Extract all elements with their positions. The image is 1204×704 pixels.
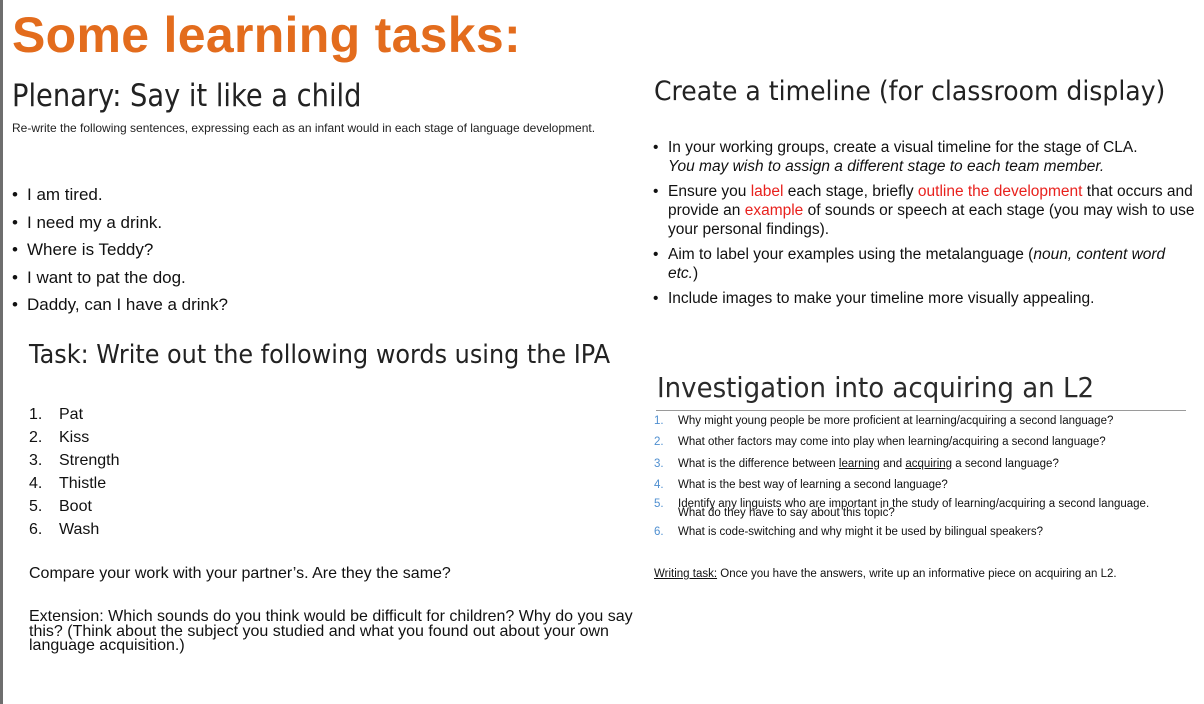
list-item xyxy=(654,479,1199,492)
list-item: • I need my a drink. xyxy=(12,209,228,237)
item-word: Strength xyxy=(59,452,120,469)
list-item xyxy=(653,245,1198,283)
question-part: What do they have to say about this topic? xyxy=(678,507,895,520)
plenary-instructions: Re-write the following sentences, expressing each as an infant would in each stage of language development. xyxy=(12,121,596,135)
question-text: Why might young people be more proficient at learning/acquiring a second language? xyxy=(678,415,1114,427)
item-number: 2. xyxy=(29,429,43,446)
item-number: 5. xyxy=(29,498,43,515)
extension-task: Extension: Which sounds do you think would be difficult for children? Why do you say this? (Think about the subject you studied and what you found out about your own language acquisition.) xyxy=(29,608,633,654)
question-text: What is the best way of learning a second language? xyxy=(678,478,948,491)
item-word: Kiss xyxy=(59,429,90,446)
bullet-text: ) xyxy=(692,265,699,282)
item-word: Boot xyxy=(59,498,92,515)
investigation-question-list xyxy=(654,415,1199,548)
item-number: 6. xyxy=(29,521,43,538)
bullet-text: that occurs and provide an xyxy=(668,183,1193,219)
list-item: • Daddy, can I have a drink? xyxy=(12,291,228,319)
plenary-sentence-list xyxy=(12,181,228,319)
question-part: Identify any linguists who are important in the study of learning/acquiring a second language. xyxy=(678,498,1150,511)
writing-task-label: Writing task: xyxy=(654,568,718,580)
ipa-word-list xyxy=(29,403,119,541)
item-number: 6. xyxy=(654,526,664,539)
item-word: Thistle xyxy=(59,475,107,492)
list-item xyxy=(654,415,1199,428)
plenary-heading: Plenary: Say it like a child xyxy=(12,78,362,114)
highlight-label: label xyxy=(750,183,784,200)
bullet-text: Aim to label your examples using the metalanguage ( xyxy=(668,246,1034,263)
question-text xyxy=(678,500,1149,518)
list-item xyxy=(654,436,1199,449)
item-word: Pat xyxy=(59,406,84,423)
writing-task-text: Once you have the answers, write up an informative piece on acquiring an L2. xyxy=(717,568,1117,580)
page-title: Some learning tasks: xyxy=(12,7,521,63)
list-item xyxy=(29,426,119,449)
question-part: and xyxy=(879,457,906,470)
heading-divider xyxy=(656,410,1186,411)
list-item: • Where is Teddy? xyxy=(12,236,228,264)
question-text xyxy=(678,458,1059,471)
question-text: What is code-switching and why might it be used by bilingual speakers? xyxy=(678,526,1043,539)
timeline-instruction-list xyxy=(653,138,1198,314)
underlined-term: learning xyxy=(838,457,880,470)
bullet-subtext: You may wish to assign a different stage to each team member. xyxy=(668,158,1105,175)
item-number: 2. xyxy=(654,436,664,449)
bullet-text: Ensure you xyxy=(668,183,751,200)
item-number: 4. xyxy=(654,478,664,491)
item-number: 5. xyxy=(654,498,664,511)
list-item: • I want to pat the dog. xyxy=(12,264,228,292)
list-item xyxy=(29,403,119,426)
highlight-outline: outline the development xyxy=(917,183,1083,200)
list-item xyxy=(29,449,119,472)
bullet-text: of sounds or speech at each stage (you may wish to use your personal findings). xyxy=(668,202,1195,238)
compare-instruction: Compare your work with your partner’s. Are they the same? xyxy=(29,565,451,582)
question-text: What other factors may come into play when learning/acquiring a second language? xyxy=(678,436,1106,449)
item-number: 4. xyxy=(29,475,43,492)
bullet-text: each stage, briefly xyxy=(783,183,918,200)
item-number: 1. xyxy=(654,415,664,427)
underlined-term: acquiring xyxy=(905,457,953,470)
item-number: 1. xyxy=(29,406,43,423)
list-item xyxy=(654,500,1199,518)
item-word: Wash xyxy=(59,521,100,538)
timeline-heading: Create a timeline (for classroom display) xyxy=(654,76,1166,107)
question-part: What is the difference between xyxy=(678,457,839,470)
ipa-task-heading: Task: Write out the following words using the IPA xyxy=(29,340,611,370)
highlight-example: example xyxy=(744,202,804,219)
writing-task xyxy=(654,568,1117,580)
investigation-heading: Investigation into acquiring an L2 xyxy=(657,371,1095,404)
list-item xyxy=(653,182,1198,239)
list-item xyxy=(29,495,119,518)
list-item: • Include images to make your timeline more visually appealing. xyxy=(653,289,1198,308)
list-item xyxy=(29,518,119,541)
list-item xyxy=(653,138,1198,176)
item-number: 3. xyxy=(654,457,664,470)
left-window-edge xyxy=(0,0,3,704)
bullet-italic: noun, content word etc. xyxy=(668,246,1166,282)
question-part: a second language? xyxy=(952,457,1059,470)
list-item xyxy=(29,472,119,495)
item-number: 3. xyxy=(29,452,43,469)
bullet-text: In your working groups, create a visual timeline for the stage of CLA. xyxy=(668,139,1138,156)
list-item xyxy=(654,526,1199,539)
list-item xyxy=(654,458,1199,471)
list-item: • I am tired. xyxy=(12,181,228,209)
